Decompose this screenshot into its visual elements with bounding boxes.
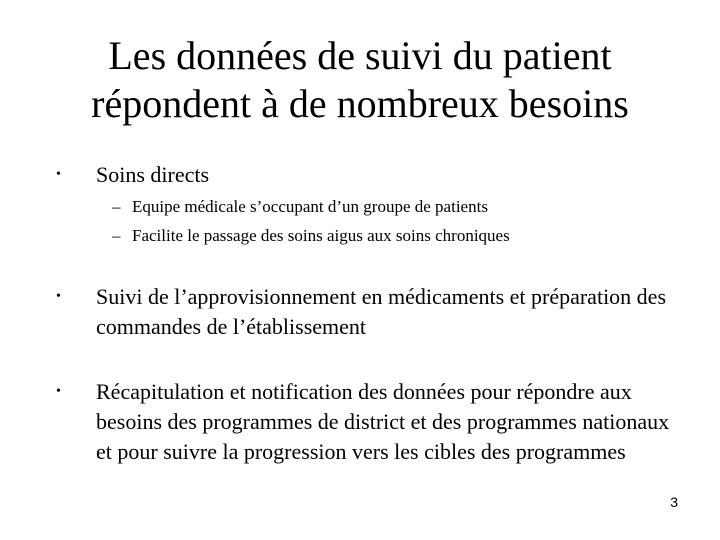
- bullet-text: Récapitulation et notification des données pour répondre aux besoins des programmes de district et des programmes nationaux et pour suivre la progression vers les cibles des programmes: [96, 379, 670, 464]
- bullet-item-soins-directs: [56, 160, 676, 190]
- bullet-item-approvisionnement: [56, 282, 676, 342]
- dash-icon: –: [112, 197, 121, 216]
- bullet-text: Soins directs: [96, 162, 210, 187]
- bullet-dot-icon: •: [56, 289, 61, 304]
- dash-icon: –: [112, 226, 121, 245]
- sub-bullet-item: [112, 193, 672, 221]
- sub-bullet-item: [112, 222, 672, 250]
- page-number: 3: [670, 494, 678, 510]
- sub-bullet-text: Facilite le passage des soins aigus aux soins chroniques: [132, 226, 510, 245]
- bullet-text: Suivi de l’approvisionnement en médicaments et préparation des commandes de l’établissement: [96, 284, 667, 339]
- bullet-dot-icon: •: [56, 384, 61, 399]
- slide-title-line-2: répondent à de nombreux besoins: [91, 81, 629, 126]
- slide-title-line-1: Les données de suivi du patient: [108, 33, 612, 78]
- bullet-dot-icon: •: [56, 167, 61, 182]
- sub-bullet-text: Equipe médicale s’occupant d’un groupe de patients: [132, 197, 488, 216]
- bullet-item-recapitulation: [56, 377, 676, 467]
